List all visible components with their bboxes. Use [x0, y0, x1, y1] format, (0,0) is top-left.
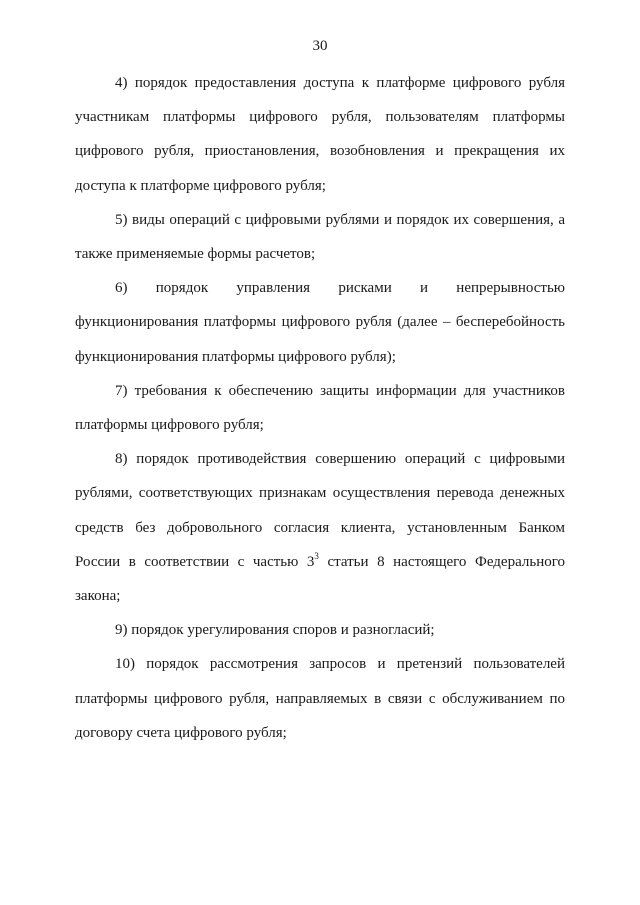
list-item-5: 5) виды операций с цифровыми рублями и порядок их совершения, а также применяемые формы расчетов;	[75, 211, 565, 263]
list-item-9: 9) порядок урегулирования споров и разногласий;	[115, 622, 435, 639]
list-item-8	[75, 442, 565, 613]
list-item-6: 6) порядок управления рисками и непрерывностью функционирования платформы цифрового рубля (далее – бесперебойность функционирования платформы цифрового рубля);	[75, 280, 565, 365]
list-item-8-text-end: статьи 8 настоящего Федерального закона;	[75, 553, 565, 605]
document-body	[75, 66, 565, 750]
list-item-8-text: 8) порядок противодействия совершению операций с цифровыми рублями, соответствующих признакам осуществления перевода денежных средств без добровольного согласия клиента, установленным Банком России в соответствии с частью 3	[75, 451, 565, 570]
list-item-10: 10) порядок рассмотрения запросов и претензий пользователей платформы цифрового рубля, направляемых в связи с обслуживанием по договору счета цифрового рубля;	[75, 656, 565, 741]
list-item-7: 7) требования к обеспечению защиты информации для участников платформы цифрового рубля;	[75, 382, 565, 434]
list-item-4: 4) порядок предоставления доступа к платформе цифрового рубля участникам платформы цифрового рубля, пользователям платформы цифрового рубля, приостановления, возобновления и прекращения их доступа к платформе цифрового рубля;	[75, 75, 565, 194]
list-item-8-superscript: 3	[314, 550, 319, 561]
page-number: 30	[312, 38, 328, 54]
